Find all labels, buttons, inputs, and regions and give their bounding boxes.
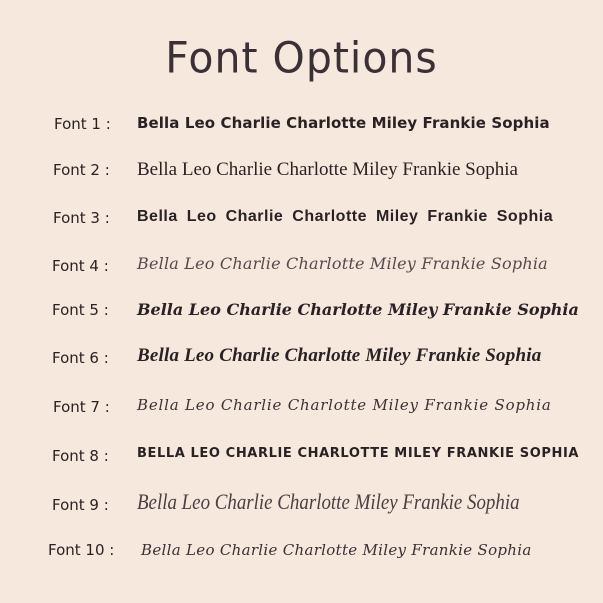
font-sample-text: BELLA LEO CHARLIE CHARLOTTE MILEY FRANKIE SOPHIA — [137, 446, 580, 461]
font-option-row-8 — [0, 442, 603, 472]
font-sample-text: Bella Leo Charlie Charlotte Miley Frankie Sophia — [137, 396, 552, 414]
font-label: Font 2 : — [53, 161, 110, 179]
page-title: Font Options — [165, 32, 438, 84]
font-option-row-9 — [0, 489, 603, 519]
font-label: Font 1 : — [54, 115, 111, 133]
font-sample-text: Bella Leo Charlie Charlotte Miley Frankie Sophia — [137, 114, 550, 132]
font-label: Font 9 : — [52, 496, 109, 514]
font-label: Font 10 : — [48, 541, 115, 559]
font-label: Font 7 : — [53, 398, 110, 416]
font-option-row-4 — [0, 252, 603, 282]
font-option-row-7 — [0, 393, 603, 423]
font-option-row-10 — [0, 537, 603, 567]
font-label: Font 8 : — [52, 447, 109, 465]
font-sample-text: Bella Leo Charlie Charlotte Miley Frankie Sophia — [137, 208, 554, 225]
font-option-row-6 — [0, 344, 603, 374]
font-option-row-5 — [0, 297, 603, 327]
font-sample-text: Bella Leo Charlie Charlotte Miley Frankie Sophia — [137, 489, 520, 514]
font-label: Font 5 : — [52, 301, 109, 319]
font-sample-text: Bella Leo Charlie Charlotte Miley Frankie Sophia — [137, 300, 579, 319]
font-sample-text: Bella Leo Charlie Charlotte Miley Frankie Sophia — [137, 159, 518, 180]
font-label: Font 3 : — [53, 209, 110, 227]
font-option-row-2 — [0, 157, 603, 187]
font-option-row-3 — [0, 205, 603, 235]
font-label: Font 6 : — [52, 349, 109, 367]
font-sample-text: Bella Leo Charlie Charlotte Miley Frankie Sophia — [137, 254, 548, 273]
font-label: Font 4 : — [52, 257, 109, 275]
font-sample-text: Bella Leo Charlie Charlotte Miley Frankie Sophia — [141, 541, 532, 559]
font-sample-text: Bella Leo Charlie Charlotte Miley Frankie Sophia — [137, 345, 542, 366]
font-option-row-1 — [0, 111, 603, 141]
